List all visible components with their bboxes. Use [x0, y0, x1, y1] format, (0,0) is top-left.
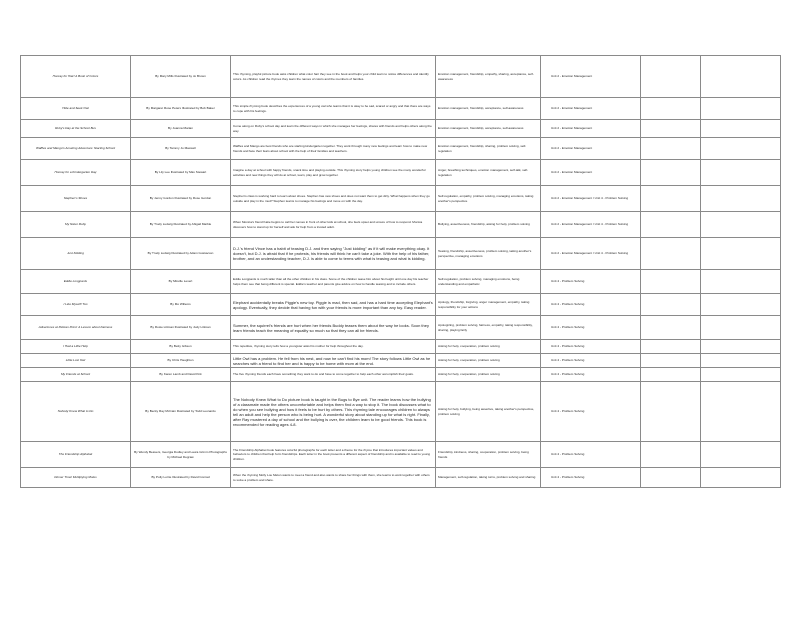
skills-cell: Friendship, kindness, sharing, cooperation, problem solving, being friends	[436, 442, 541, 468]
skills-cell: Apology, friendship, forgiving, anger management, empathy, taking responsibility for your actions	[436, 294, 541, 316]
author-cell: By Trudy Ludwig Illustrated by Adam Gustavson	[131, 238, 231, 270]
author-cell: By Mireille Levert	[131, 270, 231, 294]
book-title-cell: The Friendship Alphabet	[21, 442, 131, 468]
empty-cell	[641, 354, 701, 368]
author-cell: By Karen Lamb and David Kirk	[131, 368, 231, 382]
summary-cell: When Monica's friend Katie begins to call her names in front of other kids at school, she feels upset and unsure of how to respond. Monica discovers how to stand up for herself and ask for help from a trusted adult.	[231, 212, 436, 238]
summary-cell: Eddie Longpants is much taller than all the other children in his class. Some of the children tease him about his height until one day his teacher helps them see that being different is special. Eddie's teacher and parents give advice on how to handle teasing and to include others.	[231, 270, 436, 294]
author-cell: By Polly Lorrie Illustrated by David Conrad	[131, 468, 231, 488]
book-title-cell: Waffles and Mango's Amazing Adventure: Starting School	[21, 138, 131, 160]
empty-cell	[641, 340, 701, 354]
empty-cell	[701, 340, 781, 354]
skills-cell: Emotion management, friendship, acceptance, self-awareness	[436, 120, 541, 138]
summary-cell: This repetitive, rhyming story tells how a youngster asks his mother for help throughout the day.	[231, 340, 436, 354]
unit-cell: Unit 4 - Problem Solving	[541, 270, 641, 294]
table-row	[21, 138, 781, 160]
empty-cell	[641, 442, 701, 468]
summary-cell: The five rhyming friends each have something they want to do and have to come together to help each other accomplish their goals.	[231, 368, 436, 382]
empty-cell	[701, 316, 781, 340]
table-row	[21, 212, 781, 238]
empty-cell	[641, 294, 701, 316]
empty-cell	[701, 294, 781, 316]
unit-cell: Unit 4 - Problem Solving	[541, 316, 641, 340]
skills-cell: Apologizing, problem solving, fairness, empathy, taking responsibility, sharing, playing fairly	[436, 316, 541, 340]
book-title-cell: Hooray for Hair! A Book of Colors	[21, 56, 131, 98]
summary-cell: D.J.'s friend Vince has a habit of teasing D.J. and then saying "Just kidding" as if it will make everything okay. It doesn't, but D.J. is afraid that if he protests, his friends will think he can't take a joke. With the help of his father, brother, and an understanding teacher, D.J. is able to come to terms with what is teasing and what is kidding.	[231, 238, 436, 270]
summary-cell: When the rhyming Molly Lou Melon wants to meet a friend and also wants to share her things with them, she learns to work together with others to solve a problem and share.	[231, 468, 436, 488]
empty-cell	[701, 186, 781, 212]
unit-cell: Unit 4 - Problem Solving	[541, 468, 641, 488]
empty-cell	[641, 238, 701, 270]
skills-cell: Anger, breathing techniques, emotion management, self-talk, self-regulation	[436, 160, 541, 186]
summary-cell: Waffles and Mango are best friends who are starting kindergarten together. They work through many new feelings and learn how to make new friends and face their fears about school with the help of their families and teachers.	[231, 138, 436, 160]
unit-cell: Unit 4 - Problem Solving	[541, 354, 641, 368]
book-title-cell: My Friends at School	[21, 368, 131, 382]
author-cell: By Rosie Littman Illustrated by Judy Littman	[131, 316, 231, 340]
skills-cell: Management, self-regulation, taking turns, problem solving and sharing	[436, 468, 541, 488]
author-cell: By Betty Gibson	[131, 340, 231, 354]
empty-cell	[641, 382, 701, 442]
table-row	[21, 120, 781, 138]
empty-cell	[701, 354, 781, 368]
summary-cell: This simple rhyming book describes the experiences of a young owl who learns that it is okay to be sad, scared or angry and that there are ways to cope with his feelings.	[231, 98, 436, 120]
summary-cell: Elephant accidentally breaks Piggie's new toy. Piggie is mad, then sad, and has a hard time accepting Elephant's apology. Eventually, they decide that having fun with your friends is more important than any toy. Easy reader.	[231, 294, 436, 316]
empty-cell	[701, 468, 781, 488]
empty-cell	[701, 160, 781, 186]
table-row	[21, 382, 781, 442]
skills-cell: Teasing, friendship, assertiveness, problem solving, taking another's perspective, managing emotions	[436, 238, 541, 270]
summary-cell: Summer, the squirrel's friends are hurt when her friends Buddy teases them about the way he looks. Soon they learn friends teach the meaning of equality so much so that they can all be friends.	[231, 316, 436, 340]
skills-cell: Asking for help, bullying, being assertive, taking another's perspective, problem solving	[436, 382, 541, 442]
book-title-cell: Hide and Seek Owl	[21, 98, 131, 120]
unit-cell: Unit 2 - Emotion Management / Unit 4 - Problem Solving	[541, 238, 641, 270]
book-title-cell: Hooray for a Kindergarten Day	[21, 160, 131, 186]
author-cell: By Chris Haughton	[131, 354, 231, 368]
summary-cell: Imagine a day at school with happy friends, snack time and playing outside. This rhyming story helps young children see the many wonderful activities and new things they will do at school, learn, play and grow together.	[231, 160, 436, 186]
unit-cell: Unit 2 - Emotion Management	[541, 98, 641, 120]
empty-cell	[701, 138, 781, 160]
table-row	[21, 340, 781, 354]
unit-cell: Unit 4 - Problem Solving	[541, 340, 641, 354]
table-body	[21, 56, 781, 488]
book-title-cell: My Sister Ruby	[21, 212, 131, 238]
author-cell: By Trudy Ludwig Illustrated by Abigail Marble	[131, 212, 231, 238]
book-title-cell: I Had a Little Help	[21, 340, 131, 354]
unit-cell: Unit 4 - Problem Solving	[541, 294, 641, 316]
book-title-cell: Nobody Knew What to Do	[21, 382, 131, 442]
empty-cell	[641, 56, 701, 98]
empty-cell	[701, 442, 781, 468]
empty-cell	[641, 98, 701, 120]
empty-cell	[701, 382, 781, 442]
summary-cell: Come along on Ruby's school day and learn the different ways in which she manages her feelings, shares with friends and helps others along the way.	[231, 120, 436, 138]
book-title-cell: Stephen's Shoes	[21, 186, 131, 212]
summary-cell: This rhyming, playful picture book asks children what color hair they see in the book and helps your child learn to notice differences and identify colors. As children read the rhymes they learn the names of colors and the members of families.	[231, 56, 436, 98]
empty-cell	[641, 186, 701, 212]
skills-cell: Emotion management, friendship, sharing, problem solving, self-regulation	[436, 138, 541, 160]
skills-cell: Self-regulation, empathy, problem solving, managing emotions, taking another's perspective	[436, 186, 541, 212]
empty-cell	[641, 270, 701, 294]
empty-cell	[641, 120, 701, 138]
empty-cell	[641, 160, 701, 186]
unit-cell: Unit 2 - Emotion Management	[541, 120, 641, 138]
table-row	[21, 238, 781, 270]
author-cell: By Wendy Beavers, Georgia Dudley and Laura Grimm Photographs by Michael Degraw	[131, 442, 231, 468]
summary-cell: The Friendship Alphabet book features colorful photographs for each letter and a theme for the rhyme that introduces important values and behaviors to children that help form friendships. Each letter in the book presents a different aspect of friendship and is available to read to young children.	[231, 442, 436, 468]
skills-cell: Asking for help, cooperation, problem solving	[436, 354, 541, 368]
table-row	[21, 368, 781, 382]
table-row	[21, 270, 781, 294]
author-cell: By Mo Willems	[131, 294, 231, 316]
empty-cell	[701, 270, 781, 294]
skills-cell: Bullying, assertiveness, friendship, asking for help, problem solving	[436, 212, 541, 238]
summary-cell: The Nobody Knew What to Do picture book is taught in the Bugs to Bye unit. The reader learns how the bullying of a classmate made the others uncomfortable and helps them find a way to stop it. The book discusses what to do when you see bullying and how it feels to be hurt by others. This rhyming tale encourages children to always tell an adult and help the person who is being hurt. A wonderful story about standing up for what is right. Finally, after Ray mustered a day of school and the bullying is over, the children learn to be good friends. This book is recommended for reading ages 4-8.	[231, 382, 436, 442]
empty-cell	[641, 316, 701, 340]
empty-cell	[641, 138, 701, 160]
skills-cell: Asking for help, cooperation, problem solving	[436, 340, 541, 354]
book-title-cell: Just Kidding	[21, 238, 131, 270]
author-cell: By Becky Ray McCain Illustrated by Todd Leonardo	[131, 382, 231, 442]
empty-cell	[641, 468, 701, 488]
book-list-table	[20, 55, 781, 488]
unit-cell: Unit 2 - Emotion Management	[541, 138, 641, 160]
skills-cell: Self-regulation, problem solving, managing emotions, being understanding and empathetic	[436, 270, 541, 294]
table-row	[21, 160, 781, 186]
table-row	[21, 316, 781, 340]
book-title-cell: I Like Myself! Too	[21, 294, 131, 316]
table-row	[21, 98, 781, 120]
unit-cell: Unit 4 - Problem Solving	[541, 442, 641, 468]
unit-cell: Unit 2 - Emotion Management	[541, 56, 641, 98]
table-row	[21, 294, 781, 316]
unit-cell: Unit 4 - Problem Solving	[541, 368, 641, 382]
unit-cell: Unit 4 - Problem Solving	[541, 382, 641, 442]
empty-cell	[701, 98, 781, 120]
empty-cell	[641, 368, 701, 382]
book-title-cell: Eddie Longpants	[21, 270, 131, 294]
table-row	[21, 468, 781, 488]
table-row	[21, 186, 781, 212]
unit-cell: Unit 2 - Emotion Management	[541, 160, 641, 186]
book-title-cell: Ruby's Day at the School Bus	[21, 120, 131, 138]
unit-cell: Unit 2 - Emotion Management / Unit 4 - Problem Solving	[541, 186, 641, 212]
empty-cell	[701, 238, 781, 270]
unit-cell: Unit 2 - Emotion Management / Unit 4 - Problem Solving	[541, 212, 641, 238]
summary-cell: Stephen's class is working hard to learn about shoes. Stephen has new shoes and does not want them to get dirty. What happens when they go outside and play in the mud? Stephen learns to manage his feelings and move on with the day.	[231, 186, 436, 212]
book-title-cell: Adventures at Pelican Point: A Lesson about Fairness	[21, 316, 131, 340]
empty-cell	[641, 212, 701, 238]
book-title-cell: Dinner Time! Multiplying Moles	[21, 468, 131, 488]
empty-cell	[701, 212, 781, 238]
author-cell: By Jenny Gordon Illustrated by Rose Gordon	[131, 186, 231, 212]
author-cell: By Tammy Jo Maxwell	[131, 138, 231, 160]
author-cell: By Lily Lee Illustrated by Max Stewart	[131, 160, 231, 186]
lesson-book-table	[20, 55, 780, 488]
empty-cell	[701, 120, 781, 138]
author-cell: By Mary Mills Illustrated by Jo Brown	[131, 56, 231, 98]
table-row	[21, 442, 781, 468]
skills-cell: Asking for help, cooperation, problem solving	[436, 368, 541, 382]
author-cell: By Margaret Rose Peters Illustrated by Bob Baker	[131, 98, 231, 120]
author-cell: By Joanna Marian	[131, 120, 231, 138]
empty-cell	[701, 56, 781, 98]
table-row	[21, 56, 781, 98]
skills-cell: Emotion management, friendship, acceptance, self-awareness	[436, 98, 541, 120]
book-title-cell: Little Lost Owl	[21, 354, 131, 368]
empty-cell	[701, 368, 781, 382]
skills-cell: Emotion management, friendship, empathy, sharing, acceptance, self-awareness	[436, 56, 541, 98]
summary-cell: Little Owl has a problem. He fell from his nest, and now he can't find his mom! The story follows Little Owl as he searches with a friend to find her and is happy to be home with mom at the end.	[231, 354, 436, 368]
table-row	[21, 354, 781, 368]
